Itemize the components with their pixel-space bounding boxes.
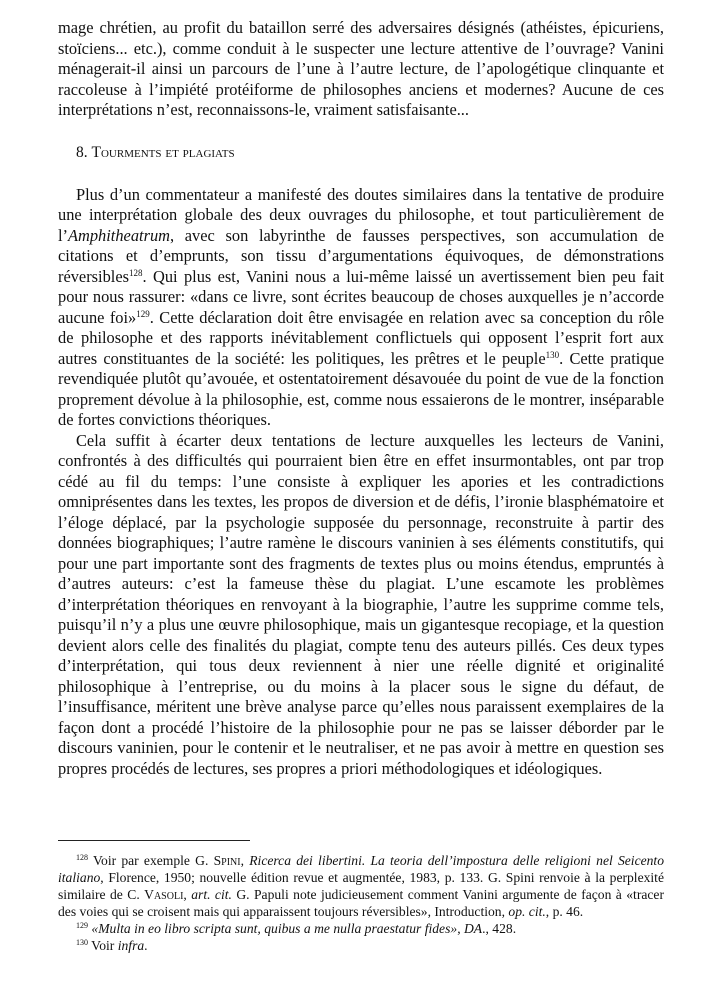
- text-run: ,: [183, 887, 192, 902]
- text-run: Voir: [88, 938, 118, 953]
- text-run: Plus d’un commentateur a manifesté des doutes similaires dans la tentative de produire une interprétation globale des deux ouvrages du philosophe, et tout particulièrement de l’: [58, 184, 664, 245]
- text-run: . Cette pratique revendiquée plutôt qu’avouée, et ostentatoirement désavouée du point de vue de la fonction proprement dévolue à la philosophie, est, comme nous essaierons de le montrer, inséparable de fortes convictions théoriques.: [58, 348, 664, 429]
- footnote-ref-130[interactable]: 130: [545, 349, 560, 360]
- footnote-129: [58, 920, 664, 937]
- text-run: . Cette déclaration doit être envisagée en relation avec sa conception du rôle de philosophe et des rapports inévitablement conflictuels qui opposent l’esprit fort aux autres constituantes de la société: les politiques, les prêtres et le peuple: [58, 307, 664, 368]
- italic-abbrev: op. cit.: [508, 904, 546, 919]
- text-run: .: [144, 938, 148, 953]
- italic-title: Ricerca dei libertini. La teoria dell’impostura delle religioni nel Seicento italiano: [58, 853, 665, 885]
- footnote-128: [58, 852, 664, 920]
- text-run: ,: [457, 921, 464, 936]
- text-run: Voir par exemple G.: [88, 853, 214, 868]
- italic-title: Amphitheatrum: [68, 225, 170, 245]
- section-heading: [58, 143, 664, 163]
- footnote-separator: [58, 840, 250, 841]
- text-run: ., 428.: [482, 921, 517, 936]
- text-run: , Florence, 1950; nouvelle édition revue et augmentée, 1983, p. 133. G. Spini renvoie à la perplexité similaire de C.: [58, 870, 664, 902]
- paragraph-2: [58, 431, 664, 780]
- section-number: 8.: [76, 143, 92, 161]
- author-name: Spini: [213, 853, 241, 868]
- section-title: Tourments et plagiats: [91, 143, 235, 161]
- paragraph-1: [58, 185, 664, 431]
- text-run: , avec son labyrinthe de fausses perspectives, son accumulation de citations et d’emprunts, son tissu d’argumentations équivoques, de démonstrations réversibles: [58, 225, 664, 286]
- footnote-ref-129[interactable]: 129: [136, 308, 150, 319]
- footnote-number: 129: [76, 921, 88, 930]
- footnote-ref-128[interactable]: 128: [129, 267, 143, 278]
- author-name: Vasoli: [144, 887, 184, 902]
- italic-quote: «Multa in eo libro scripta sunt, quibus a me nulla praestatur fides»: [91, 921, 458, 936]
- footnote-number: 128: [76, 853, 88, 862]
- page-body: [58, 18, 664, 779]
- italic-abbrev: DA: [463, 921, 483, 936]
- footnotes: [58, 852, 664, 954]
- text-run: mage chrétien, au profit du bataillon serré des adversaires désignés (athéistes, épicuriens, stoïciens... etc.), comme conduit à le suspecter une lecture attentive de l’ouvrage? Vanini ménagerait-il ainsi un parcours de l’une à l’autre lecture, de l’apologétique clinquante et raccoleuse à l’impiété protéiforme de philosophes anciens et modernes? Aucune de ces interprétations n’est, reconnaissons-le, vraiment satisfaisante...: [58, 18, 664, 119]
- italic-word: infra: [117, 938, 145, 953]
- text-run: Cela suffit à écarter deux tentations de lecture auxquelles les lecteurs de Vanini, confrontés à des difficultés qui pourraient bien être en effet insurmontables, ont par trop cédé au fil du temps: l’une consiste à expliquer les apories et les contradictions omniprésentes dans les textes, les propos de diversion et de défis, l’ironie blasphématoire et l’éloge déplacé, par la psychologie supposée du personnage, reconstruite à partir des données biographiques; l’autre ramène le discours vaninien à ses éléments constitutifs, qui pour une part importante sont des fragments de textes plus ou moins étendus, empruntés à d’autres auteurs: c’est la fameuse thèse du plagiat. L’une escamote les problèmes d’interprétation théoriques en renvoyant à la biographie, l’autre les supprime comme tels, puisqu’il n’y a plus une œuvre philosophique, mais un gigantesque recopiage, et la question devient alors celle des finalités du plagiat, compte tenu des auteurs pillés. Ces deux types d’interprétation, qui tous deux reviennent à nier une réelle dignité et originalité philosophique à l’entreprise, ou du moins à la placer sous le signe du défaut, de l’insuffisance, méritent une brève analyse parce qu’elles nous paraissent exemplaires de la façon dont a procédé l’histoire de la philosophie pour ne pas se laisser déborder par le discours vaninien, pour le contenir et le neutraliser, et ne pas avoir à mettre en question ses propres procédés de lectures, ses propres a priori méthodologiques et idéologiques.: [58, 430, 664, 778]
- italic-abbrev: art. cit.: [191, 887, 232, 902]
- footnote-number: 130: [76, 938, 88, 947]
- text-run: . Qui plus est, Vanini nous a lui-même laissé un avertissement bien peu fait pour nous rassurer: «dans ce livre, sont écrites beaucoup de choses auxquelles je n’accorde aucune foi»: [58, 266, 664, 327]
- text-run: ,: [240, 853, 250, 868]
- text-run: G. Papuli note judicieusement comment Vanini argumente de façon à «tracer des voies qui se croisent mais qui apparaissent toujours réversibles», Introduction,: [58, 887, 664, 919]
- paragraph-continued: [58, 18, 664, 121]
- main-text: [58, 18, 664, 779]
- footnote-130: [58, 937, 664, 954]
- text-run: , p. 46.: [545, 904, 584, 919]
